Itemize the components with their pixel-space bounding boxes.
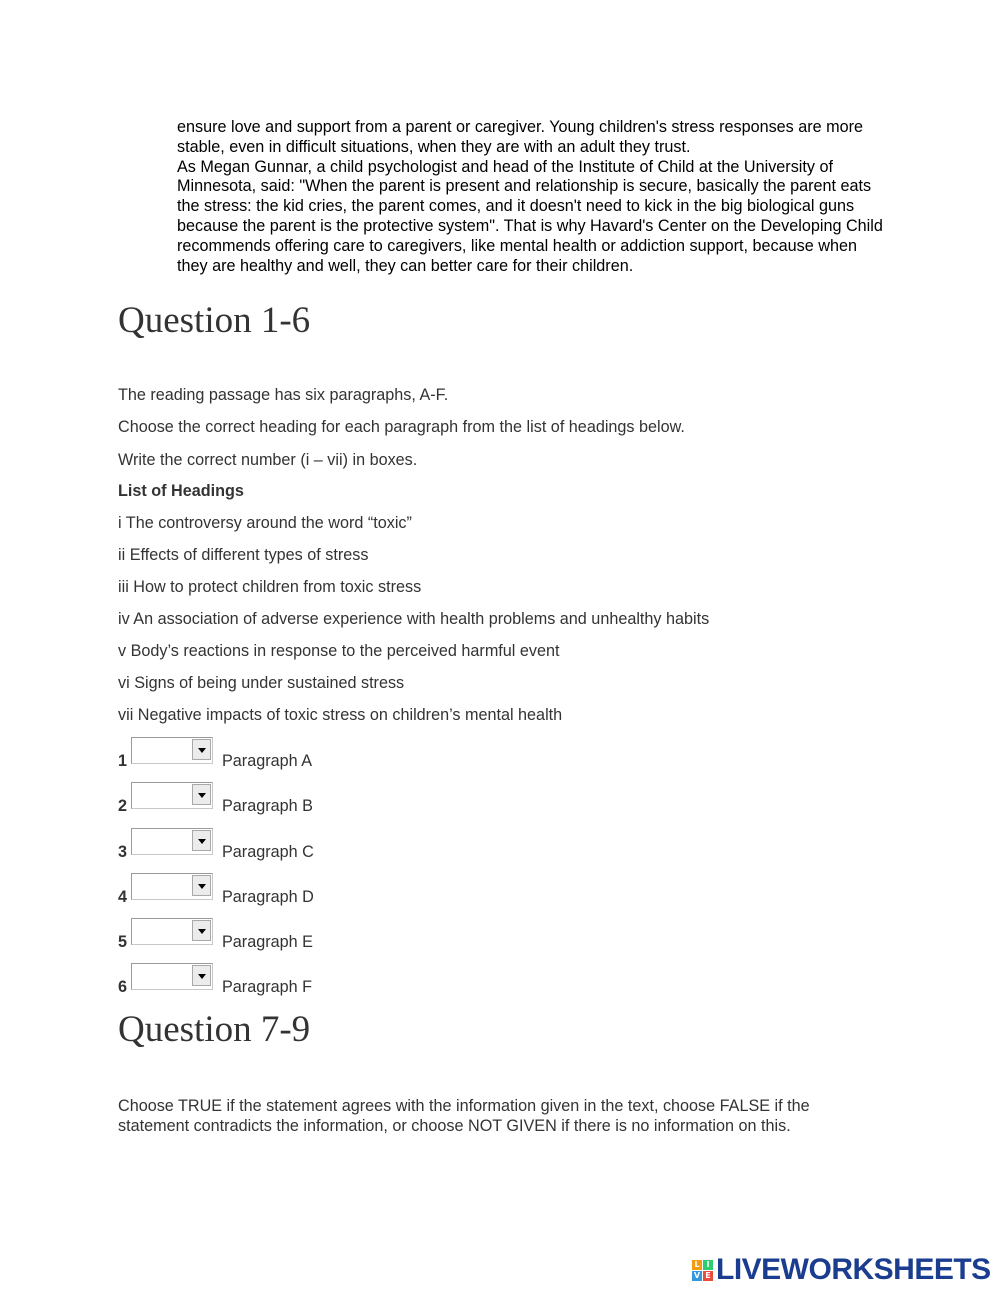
answer-dropdown[interactable] <box>131 782 213 809</box>
dropdown-arrow-button[interactable] <box>192 965 211 986</box>
true-false-instructions: Choose TRUE if the statement agrees with the information given in the text, choose FALSE if the statement contradicts the information, or choose NOT GIVEN if there is no information on this. <box>118 1097 810 1135</box>
logo-letter: E <box>703 1271 713 1281</box>
chevron-down-icon <box>198 793 206 798</box>
chevron-down-icon <box>198 748 206 753</box>
answer-row <box>118 828 378 861</box>
heading-option: iv An association of adverse experience with health problems and unhealthy habits <box>118 610 710 628</box>
instruction-text: Write the correct number (i – vii) in boxes. <box>118 451 418 469</box>
chevron-down-icon <box>198 884 206 889</box>
answer-paragraph-label: Paragraph E <box>222 933 313 951</box>
answer-row <box>118 782 378 815</box>
answer-paragraph-label: Paragraph B <box>222 797 313 815</box>
heading-option: v Body’s reactions in response to the perceived harmful event <box>118 642 560 660</box>
answer-paragraph-label: Paragraph F <box>222 978 312 996</box>
answer-dropdown[interactable] <box>131 828 213 855</box>
chevron-down-icon <box>198 929 206 934</box>
logo-mark-icon <box>692 1260 713 1281</box>
answer-row <box>118 873 378 906</box>
answer-paragraph-label: Paragraph C <box>222 843 314 861</box>
heading-option: ii Effects of different types of stress <box>118 546 369 564</box>
answer-number: 4 <box>118 888 128 906</box>
logo-letter: V <box>693 1270 701 1280</box>
passage-paragraph: As Megan Gunnar, a child psychologist and head of the Institute of Child at the University of Minnesota, said: "When the parent is present and relationship is secure, basically the parent eats the stress: the kid cries, the parent comes, and it doesn't need to kick in the big biological guns because the parent is the protective system". That is why Havard's Center on the Developing Child recommends offering care to caregivers, like mental health or addiction support, because when they are healthy and well, they can better care for their children. <box>177 157 883 275</box>
headings-list-title: List of Headings <box>118 482 244 500</box>
dropdown-arrow-button[interactable] <box>192 739 211 760</box>
answer-dropdown[interactable] <box>131 873 213 900</box>
answer-paragraph-label: Paragraph A <box>222 752 312 770</box>
section-title-questions-7-9: Question 7-9 <box>118 1009 311 1050</box>
answer-dropdown[interactable] <box>131 963 213 990</box>
answer-paragraph-label: Paragraph D <box>222 888 314 906</box>
dropdown-arrow-button[interactable] <box>192 920 211 941</box>
logo-text: LIVEWORKSHEETS <box>716 1253 991 1286</box>
heading-option: i The controversy around the word “toxic” <box>118 514 412 532</box>
logo-letter: I <box>703 1260 713 1270</box>
instruction-text: The reading passage has six paragraphs, A-F. <box>118 386 449 404</box>
answer-number: 5 <box>118 933 128 951</box>
liveworksheets-logo <box>692 1254 991 1286</box>
logo-letter: L <box>692 1260 702 1270</box>
heading-option: vii Negative impacts of toxic stress on children’s mental health <box>118 706 563 724</box>
answer-row <box>118 963 378 996</box>
answer-number: 1 <box>118 752 128 770</box>
answer-number: 3 <box>118 843 128 861</box>
answer-number: 6 <box>118 978 128 996</box>
dropdown-arrow-button[interactable] <box>192 784 211 805</box>
heading-option: iii How to protect children from toxic stress <box>118 578 422 596</box>
answer-row <box>118 918 378 951</box>
section-title-questions-1-6: Question 1-6 <box>118 300 311 341</box>
answer-row <box>118 737 378 770</box>
passage-paragraph: ensure love and support from a parent or caregiver. Young children's stress responses are more stable, even in difficult situations, when they are with an adult they trust. <box>177 118 864 156</box>
answer-dropdown[interactable] <box>131 737 213 764</box>
answer-number: 2 <box>118 797 128 815</box>
chevron-down-icon <box>198 974 206 979</box>
chevron-down-icon <box>198 839 206 844</box>
instruction-text: Choose the correct heading for each paragraph from the list of headings below. <box>118 418 685 436</box>
dropdown-arrow-button[interactable] <box>192 830 211 851</box>
passage-excerpt <box>177 118 887 276</box>
heading-option: vi Signs of being under sustained stress <box>118 674 405 692</box>
answer-dropdown[interactable] <box>131 918 213 945</box>
dropdown-arrow-button[interactable] <box>192 875 211 896</box>
